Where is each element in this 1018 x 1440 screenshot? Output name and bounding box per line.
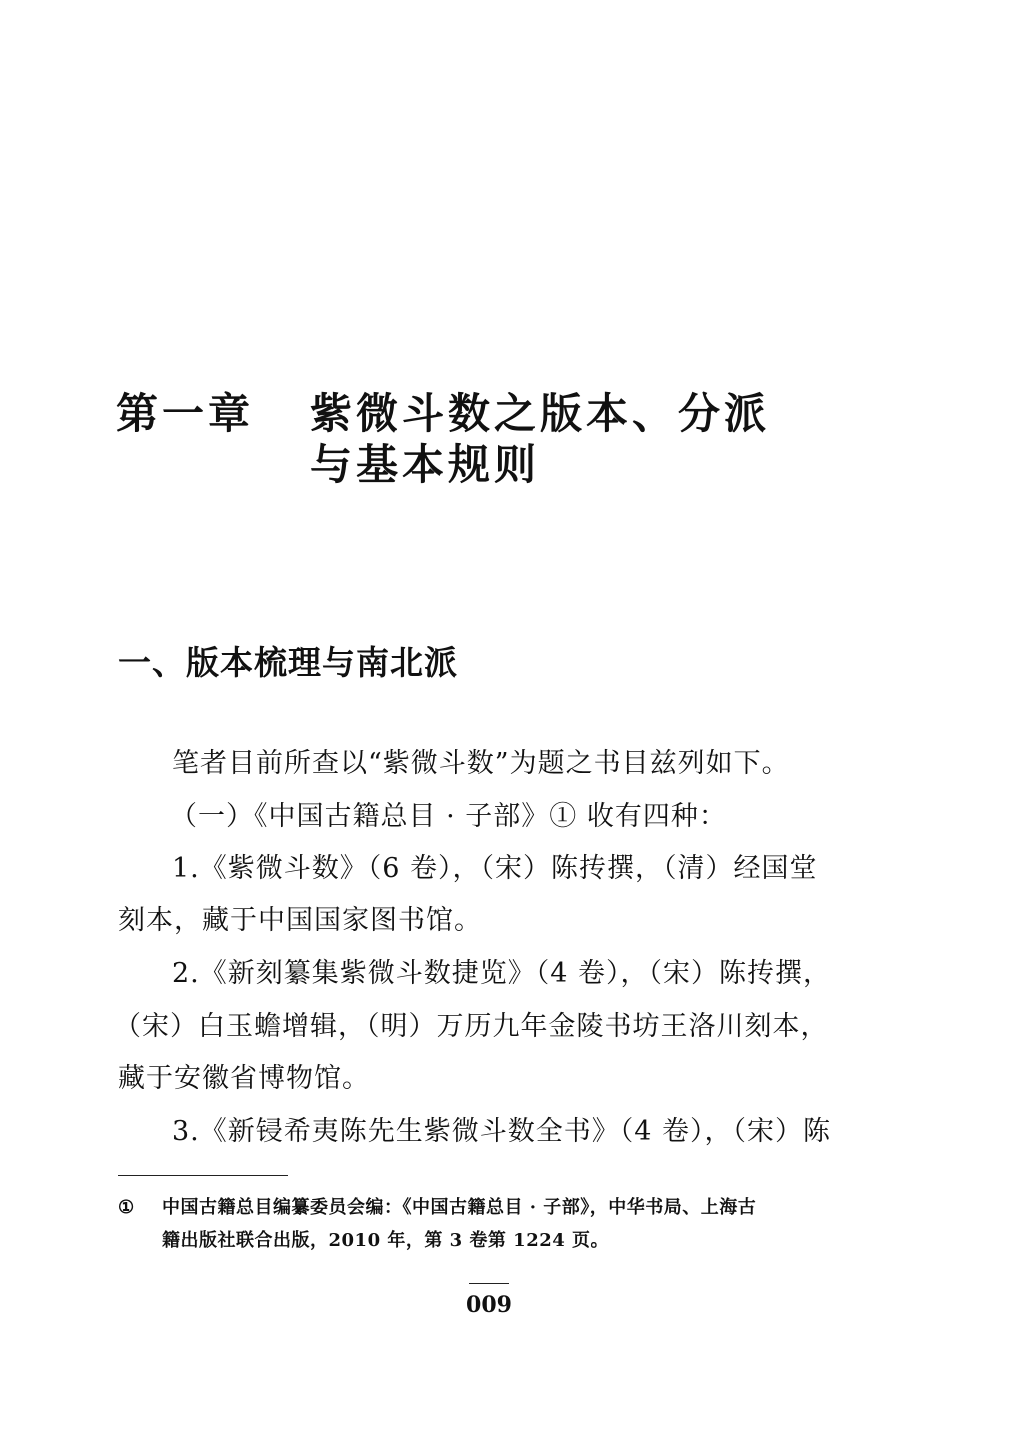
body-line: 1.《紫微斗数》（6 卷），（宋）陈抟撰，（清）经国堂 [172, 853, 818, 884]
footnote-divider [118, 1175, 288, 1176]
body-line: 藏于安徽省博物馆。 [118, 1063, 370, 1094]
body-line: （一）《中国古籍总目 · 子部》① 收有四种： [170, 801, 727, 832]
section-heading: 一、版本梳理与南北派 [118, 643, 458, 682]
body-line: 2.《新刻纂集紫微斗数捷览》（4 卷），（宋）陈抟撰， [172, 958, 832, 989]
body-line: （宋）白玉蟾增辑，（明）万历九年金陵书坊王洛川刻本， [114, 1011, 829, 1042]
body-line: 3.《新锓希夷陈先生紫微斗数全书》（4 卷），（宋）陈 [172, 1116, 832, 1147]
footnote-line-2: 籍出版社联合出版，2010 年，第 3 卷第 1224 页。 [162, 1230, 610, 1251]
footnote-line-1: 中国古籍总目编纂委员会编：《中国古籍总目 · 子部》，中华书局、上海古 [162, 1197, 757, 1218]
chapter-title-line-2: 与基本规则 [310, 440, 541, 489]
body-line: 刻本，藏于中国国家图书馆。 [118, 905, 482, 936]
page-number: 009 [466, 1292, 512, 1318]
chapter-title-line-1: 紫微斗数之版本、分派 [310, 389, 771, 438]
page-number-rule [469, 1283, 509, 1284]
footnote-marker: ① [118, 1197, 135, 1218]
body-line: 笔者目前所查以“紫微斗数”为题之书目兹列如下。 [172, 748, 790, 779]
chapter-label: 第一章 [116, 389, 255, 438]
